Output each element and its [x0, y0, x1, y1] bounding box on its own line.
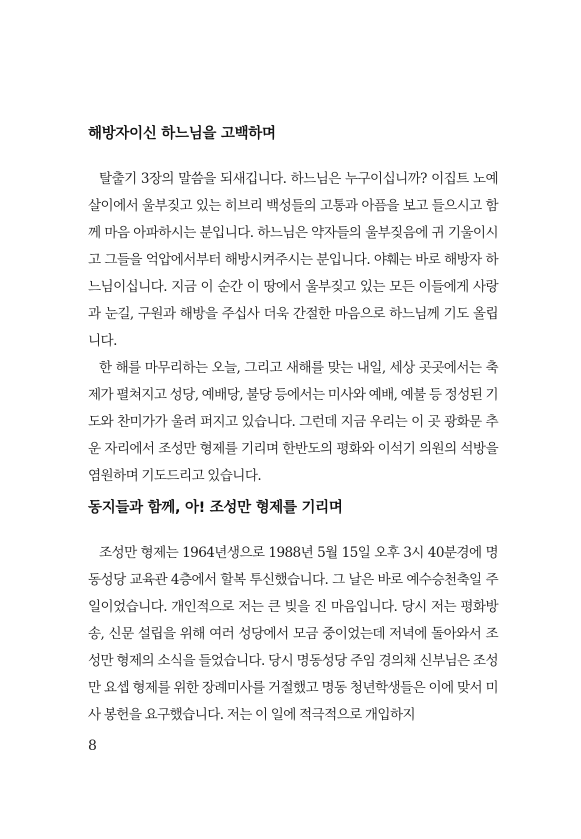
- section-liberator-god: [88, 123, 498, 490]
- section-remembering-jo-seongman: [88, 497, 498, 729]
- body-paragraph: 탈출기 3장의 말씀을 되새깁니다. 하느님은 누구이십니까? 이집트 노예살이에서 울부짖고 있는 히브리 백성들의 고통과 아픔을 보고 들으시고 함께 마음 아파하시는 분입니다. 하느님은 약자들의 울부짖음에 귀 기울이시고 그들을 억압에서부터 해방시켜주시는 분입니다. 야훼는 바로 해방자 하느님이십니다. 지금 이 순간 이 땅에서 울부짖고 있는 모든 이들에게 사랑과 눈길, 구원과 해방을 주십사 더욱 간절한 마음으로 하느님께 기도 올립니다.: [88, 171, 498, 349]
- section-heading: 동지들과 함께, 아! 조성만 형제를 기리며: [88, 500, 343, 516]
- page-number: 8: [88, 738, 97, 754]
- body-paragraph: 조성만 형제는 1964년생으로 1988년 5월 15일 오후 3시 40분경에 명동성당 교육관 4층에서 할복 투신했습니다. 그 날은 바로 예수승천축일 주일이었습니다. 개인적으로 저는 큰 빚을 진 마음입니다. 당시 저는 평화방송, 신문 설립을 위해 여러 성당에서 모금 중이었는데 저녁에 돌아와서 조성만 형제의 소식을 들었습니다. 당시 명동성당 주임 경의채 신부님은 조성만 요셉 형제를 위한 장례미사를 거절했고 명동 청년학생들은 이에 맞서 미사 봉헌을 요구했습니다. 저는 이 일에 적극적으로 개입하지: [88, 545, 498, 723]
- section-heading: 해방자이신 하느님을 고백하며: [88, 126, 276, 142]
- body-paragraph: 한 해를 마무리하는 오늘, 그리고 새해를 맞는 내일, 세상 곳곳에서는 축제가 펼쳐지고 성당, 예배당, 불당 등에서는 미사와 예배, 예불 등 정성된 기도와 찬미가가 울려 퍼지고 있습니다. 그런데 지금 우리는 이 곳 광화문 추운 자리에서 조성만 형제를 기리며 한반도의 평화와 이석기 의원의 석방을 염원하며 기도드리고 있습니다.: [88, 360, 499, 484]
